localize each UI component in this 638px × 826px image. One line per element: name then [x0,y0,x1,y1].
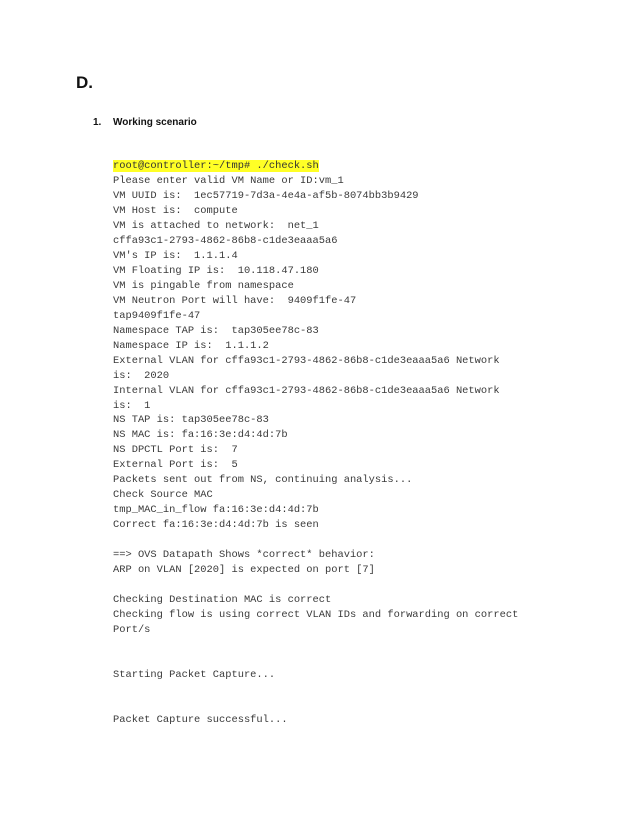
terminal-line: VM Host is: compute [113,204,238,217]
terminal-output [113,159,518,728]
terminal-line: Correct fa:16:3e:d4:4d:7b is seen [113,519,319,532]
terminal-line-prompt [113,159,518,174]
terminal-line [113,653,518,668]
terminal-line: VM Neutron Port will have: 9409f1fe-47 [113,294,357,307]
terminal-line: tmp_MAC_in_flow fa:16:3e:d4:4d:7b [113,504,319,517]
terminal-line: ARP on VLAN [2020] is expected on port [7] [113,564,375,577]
terminal-line: Starting Packet Capture... [113,668,276,681]
section-title [93,116,197,130]
terminal-line [113,533,518,548]
terminal-line: ==> OVS Datapath Shows *correct* behavior: [113,549,375,562]
terminal-line: Port/s [113,624,151,637]
terminal-line: VM UUID is: 1ec57719-7d3a-4e4a-af5b-8074bb3b9429 [113,189,419,202]
terminal-line: VM is pingable from namespace [113,279,294,292]
terminal-line: Checking flow is using correct VLAN IDs and forwarding on correct [113,609,519,622]
command-prompt-highlight: root@controller:~/tmp# ./check.sh [113,160,319,172]
terminal-line [113,698,518,713]
terminal-line: NS TAP is: tap305ee78c-83 [113,414,269,427]
terminal-line: External VLAN for cffa93c1-2793-4862-86b8-c1de3eaaa5a6 Network [113,354,500,367]
terminal-line: is: 2020 [113,369,170,382]
terminal-line [113,638,518,653]
terminal-line: NS MAC is: fa:16:3e:d4:4d:7b [113,429,288,442]
terminal-line [113,578,518,593]
terminal-line: Please enter valid VM Name or ID:vm_1 [113,174,344,187]
terminal-line: External Port is: 5 [113,459,238,472]
terminal-line: Internal VLAN for cffa93c1-2793-4862-86b8-c1de3eaaa5a6 Network [113,384,500,397]
terminal-line: Check Source MAC [113,489,213,502]
terminal-line: VM Floating IP is: 10.118.47.180 [113,264,319,277]
terminal-line: VM is attached to network: net_1 [113,219,319,232]
terminal-line [113,683,518,698]
terminal-line: tap9409f1fe-47 [113,309,201,322]
terminal-line: NS DPCTL Port is: 7 [113,444,238,457]
section-number: 1. [93,117,102,128]
terminal-line: Namespace TAP is: tap305ee78c-83 [113,324,319,337]
terminal-line: VM's IP is: 1.1.1.4 [113,249,238,262]
document-heading: D. [76,73,93,92]
terminal-line: Packets sent out from NS, continuing analysis... [113,474,413,487]
terminal-line: is: 1 [113,399,151,412]
terminal-line: Namespace IP is: 1.1.1.2 [113,339,269,352]
terminal-line: Checking Destination MAC is correct [113,594,332,607]
terminal-line: cffa93c1-2793-4862-86b8-c1de3eaaa5a6 [113,234,338,247]
terminal-line: Packet Capture successful... [113,713,288,726]
section-title-text: Working scenario [113,117,197,128]
